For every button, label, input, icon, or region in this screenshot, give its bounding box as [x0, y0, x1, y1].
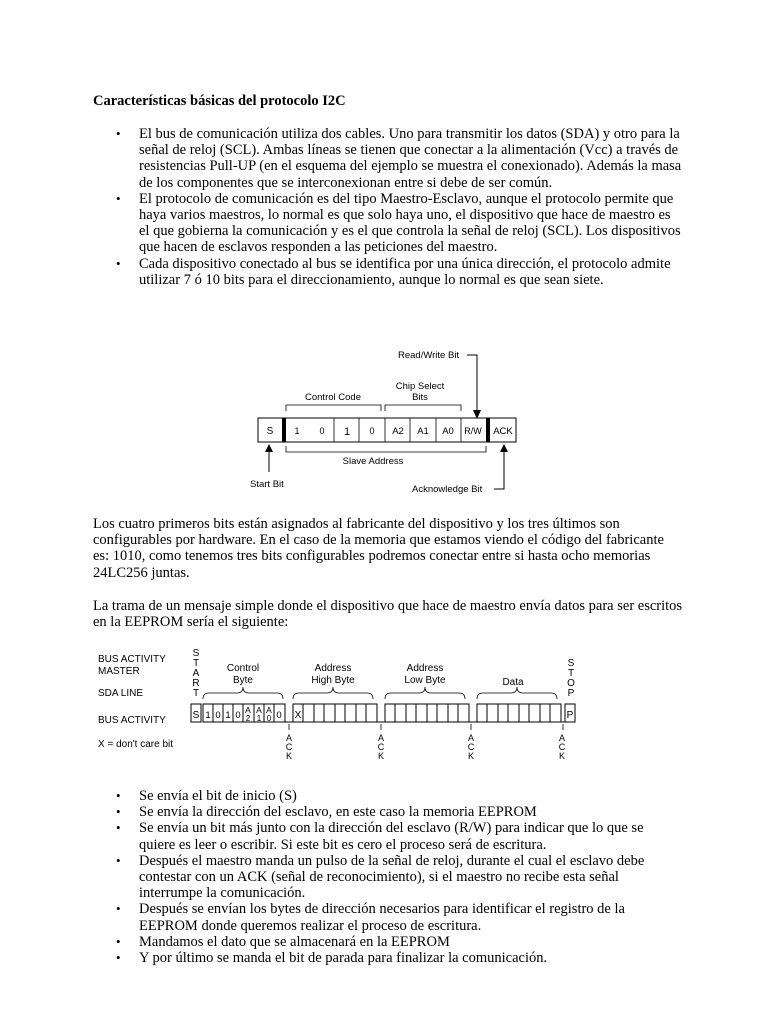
cell-a1: A1	[417, 426, 429, 437]
ack-letter: K	[377, 751, 385, 761]
page-title: Características básicas del protocolo I2C	[93, 93, 346, 109]
start-letter: S	[192, 648, 200, 659]
ack-letter: K	[558, 751, 566, 761]
list-item: • Mandamos el dato que se almacenará en la EEPROM	[93, 934, 683, 950]
data-label: Data	[502, 677, 524, 688]
list-item: • Después el maestro manda un pulso de la señal de reloj, durante el cual el esclavo debe contestar con un ACK (señal de reconocimiento), si el maestro no recibe esta señal interrumpe la comunicación.	[93, 853, 683, 902]
cell-bit: 1	[294, 426, 300, 436]
cell-bit: 1	[343, 426, 351, 438]
control-bit: 0	[276, 710, 282, 721]
cell-s: S	[266, 426, 274, 437]
list-item: • El protocolo de comunicación es del tipo Maestro-Esclavo, aunque el protocolo permite que haya varios maestros, lo normal es que solo haya uno, el dispositivo que hace de maestro es el que gobierna la comunicación y es el que controla la señal de reloj (SCL). Los dispositivos que hacen de esclavos responden a las peticiones del maestro.	[93, 191, 683, 256]
ack-letter: A	[377, 733, 385, 743]
address-high-label: Address	[314, 663, 352, 674]
cell-a0: A0	[442, 426, 454, 437]
ack-letter: A	[285, 733, 293, 743]
control-bit: 0	[235, 710, 241, 721]
ack-letter: A	[558, 733, 566, 743]
chip-select-bracket	[385, 405, 461, 411]
ack-arrow-head	[500, 444, 508, 452]
address-low-label: Low Byte	[404, 675, 446, 686]
control-code-label: Control Code	[305, 392, 361, 403]
cell-rw: R/W	[464, 426, 482, 436]
chip-select-label: Bits	[412, 392, 428, 403]
cell-bit: 0	[319, 426, 325, 436]
steps-list	[93, 788, 683, 966]
cell-bit: 0	[369, 426, 375, 436]
list-item: • Y por último se manda el bit de parada para finalizar la comunicación.	[93, 950, 683, 966]
control-bit-sub: 1	[256, 714, 262, 723]
ack-letter: A	[467, 733, 475, 743]
control-bit: 0	[215, 710, 221, 721]
control-bit-sub: 2	[245, 714, 251, 723]
stop-letter: P	[567, 688, 575, 699]
control-bit: A	[266, 705, 272, 715]
paragraph: Los cuatro primeros bits están asignados al fabricante del dispositivo y los tres últimos son configurables por hardware. En el caso de la memoria que estamos viendo el código del fabricante es: 1010, como tenemos tres bits configurables podremos conectar entre si hasta ocho memorias 24LC256 juntas.	[93, 516, 664, 581]
address-low-label: Address	[406, 663, 444, 674]
ack-markers	[286, 724, 566, 761]
ack-letter: C	[558, 742, 566, 752]
address-byte-diagram	[240, 340, 530, 500]
list-item: • Se envía el bit de inicio (S)	[93, 788, 683, 804]
control-byte-label: Control	[226, 663, 260, 674]
ack-separator	[486, 418, 490, 442]
rw-bit-label: Read/Write Bit	[398, 350, 460, 361]
list-item: • Se envía la dirección del esclavo, en este caso la memoria EEPROM	[93, 804, 683, 820]
control-bit: A	[256, 705, 262, 715]
ack-pointer-line	[494, 452, 504, 489]
bus-activity-master-label: MASTER	[98, 666, 140, 677]
ack-letter: K	[467, 751, 475, 761]
stop-letter: T	[567, 668, 575, 679]
list-item: • Se envía un bit más junto con la dirección del esclavo (R/W) para indicar que lo que se quiere es leer o escribir. Si este bit es cero el proceso será de escritura.	[93, 820, 683, 852]
rw-pointer-line	[467, 355, 477, 412]
stop-label	[567, 658, 575, 699]
stop-letter: S	[567, 658, 575, 669]
list-item: • Cada dispositivo conectado al bus se identifica por una única dirección, el protocolo admite utilizar 7 ó 10 bits para el direccionamiento, aunque lo normal es que sean siete.	[93, 256, 683, 288]
dont-care-x-bit: X	[294, 710, 302, 721]
control-bit: 1	[225, 710, 231, 721]
bus-activity-master-label: BUS ACTIVITY	[98, 654, 166, 665]
ack-letter: C	[467, 742, 475, 752]
cell-a2: A2	[392, 426, 404, 437]
sda-line-label: SDA LINE	[98, 688, 144, 699]
control-code-bracket	[286, 405, 381, 411]
cell-ack: ACK	[493, 426, 513, 437]
ack-letter: C	[285, 742, 293, 752]
features-list	[93, 126, 683, 288]
acknowledge-bit-label: Acknowledge Bit	[412, 484, 483, 495]
start-bit-arrow-head	[265, 444, 273, 452]
start-bit-label: Start Bit	[250, 479, 284, 490]
stop-letter: O	[567, 678, 575, 689]
control-bit: A	[245, 705, 251, 715]
bus-activity-label: BUS ACTIVITY	[98, 715, 166, 726]
start-letter: T	[192, 688, 200, 699]
paragraph: La trama de un mensaje simple donde el dispositivo que hace de maestro envía datos para ser escritos en la EEPROM sería el siguiente:	[93, 598, 683, 631]
start-letter: R	[192, 678, 200, 689]
address-high-label: High Byte	[311, 675, 355, 686]
slave-address-bracket	[286, 446, 486, 452]
list-item: • Después se envían los bytes de dirección necesarios para identificar el registro de la EEPROM donde queremos realizar el proceso de escritura.	[93, 901, 683, 933]
start-letter: A	[192, 668, 200, 679]
field-braces	[203, 687, 557, 699]
control-bit: 1	[205, 710, 211, 721]
sda-p-bit: P	[566, 710, 574, 721]
ack-letter: C	[377, 742, 385, 752]
write-frame-diagram	[96, 644, 586, 768]
slave-address-label: Slave Address	[342, 456, 404, 467]
dont-care-label: X = don't care bit	[98, 739, 174, 750]
ack-letter: K	[285, 751, 293, 761]
control-byte-label: Byte	[232, 675, 254, 686]
start-label	[192, 648, 199, 699]
start-letter: T	[192, 658, 200, 669]
list-item: • El bus de comunicación utiliza dos cables. Uno para transmitir los datos (SDA) y otro para la señal de reloj (SCL). Ambas líneas se tienen que conectar a la alimentación (Vcc) a través de resistencias Pull-UP (en el esquema del ejemplo se muestra el conexionado). Además la masa de los componentes que se interconexionan entre si debe de ser común.	[93, 126, 683, 191]
chip-select-label: Chip Select	[395, 381, 445, 392]
sda-s-bit: S	[192, 710, 200, 721]
control-bit-sub: 0	[266, 714, 272, 723]
start-separator	[282, 418, 286, 442]
